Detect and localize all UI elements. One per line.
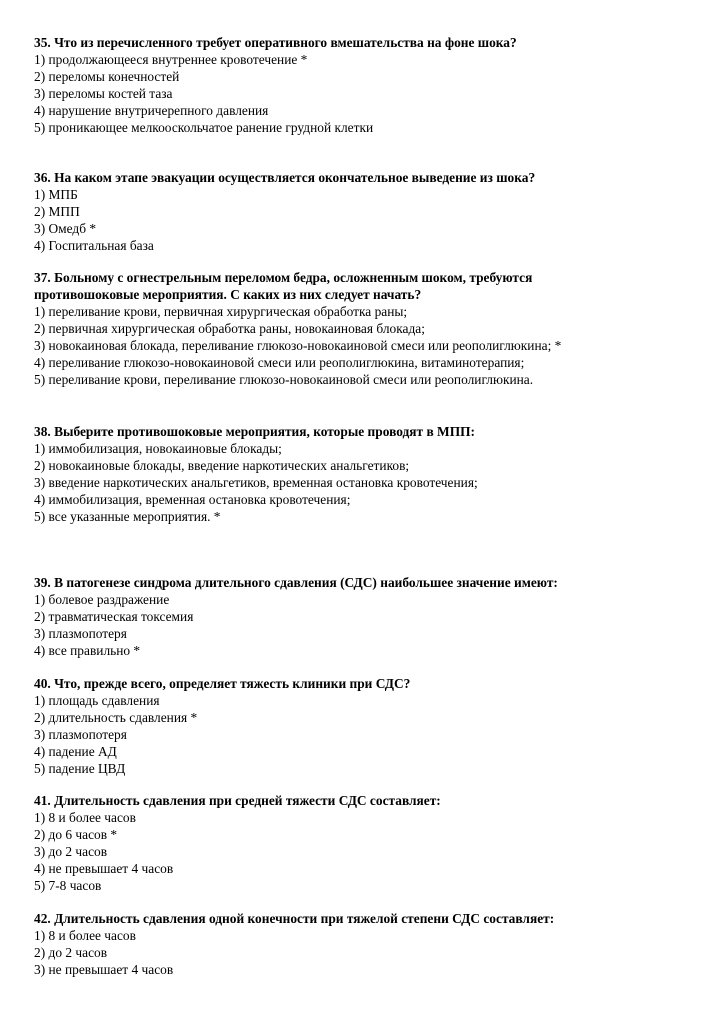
question-37-option-5: 5) переливание крови, переливание глюкозо-новокаиновой смеси или реополиглюкина. — [34, 372, 534, 387]
question-40-option-5: 5) падение ЦВД — [34, 761, 126, 776]
question-40 — [34, 675, 706, 777]
question-39 — [34, 574, 706, 659]
question-35-option-1: 1) продолжающееся внутреннее кровотечение * — [34, 52, 308, 67]
question-40-option-3: 3) плазмопотеря — [34, 727, 127, 742]
question-40-option-4: 4) падение АД — [34, 744, 117, 759]
question-37-option-1: 1) переливание крови, первичная хирургическая обработка раны; — [34, 304, 408, 319]
question-42 — [34, 910, 706, 978]
question-39-option-3: 3) плазмопотеря — [34, 626, 127, 641]
question-36 — [34, 169, 706, 254]
question-42-title: 42. Длительность сдавления одной конечности при тяжелой степени СДС составляет: — [34, 911, 555, 926]
question-41-option-2: 2) до 6 часов * — [34, 827, 118, 842]
question-39-option-2: 2) травматическая токсемия — [34, 609, 194, 624]
question-40-option-2: 2) длительность сдавления * — [34, 710, 198, 725]
question-40-title: 40. Что, прежде всего, определяет тяжесть клиники при СДС? — [34, 676, 411, 691]
question-35 — [34, 34, 706, 136]
question-37-title-line-1: 37. Больному с огнестрельным переломом бедра, осложненным шоком, требуются — [34, 270, 533, 285]
question-35-option-5: 5) проникающее мелкооскольчатое ранение грудной клетки — [34, 120, 374, 135]
question-37-option-4: 4) переливание глюкозо-новокаиновой смеси или реополиглюкина, витаминотерапия; — [34, 355, 525, 370]
question-40-option-1: 1) площадь сдавления — [34, 693, 160, 708]
question-39-option-4: 4) все правильно * — [34, 643, 141, 658]
question-42-option-2: 2) до 2 часов — [34, 945, 108, 960]
question-38-option-2: 2) новокаиновые блокады, введение наркотических анальгетиков; — [34, 458, 410, 473]
question-36-title: 36. На каком этапе эвакуации осуществляется окончательное выведение из шока? — [34, 170, 536, 185]
question-37 — [34, 269, 706, 388]
question-37-option-3: 3) новокаиновая блокада, переливание глюкозо-новокаиновой смеси или реополиглюкина; * — [34, 338, 562, 353]
question-35-option-3: 3) переломы костей таза — [34, 86, 173, 101]
question-38 — [34, 423, 706, 525]
question-42-option-1: 1) 8 и более часов — [34, 928, 136, 943]
question-42-option-3: 3) не превышает 4 часов — [34, 962, 174, 977]
question-35-title: 35. Что из перечисленного требует оперативного вмешательства на фоне шока? — [34, 35, 517, 50]
question-38-option-1: 1) иммобилизация, новокаиновые блокады; — [34, 441, 282, 456]
question-36-option-4: 4) Госпитальная база — [34, 238, 154, 253]
question-38-option-3: 3) введение наркотических анальгетиков, временная остановка кровотечения; — [34, 475, 478, 490]
question-41-option-5: 5) 7-8 часов — [34, 878, 102, 893]
question-41 — [34, 792, 706, 894]
question-39-title: 39. В патогенезе синдрома длительного сдавления (СДС) наибольшее значение имеют: — [34, 575, 558, 590]
question-37-option-2: 2) первичная хирургическая обработка раны, новокаиновая блокада; — [34, 321, 425, 336]
question-38-title: 38. Выберите противошоковые мероприятия, которые проводят в МПП: — [34, 424, 475, 439]
question-41-option-4: 4) не превышает 4 часов — [34, 861, 174, 876]
question-38-option-5: 5) все указанные мероприятия. * — [34, 509, 221, 524]
question-35-option-2: 2) переломы конечностей — [34, 69, 180, 84]
question-37-title-line-2: противошоковые мероприятия. С каких из них следует начать? — [34, 287, 422, 302]
question-35-option-4: 4) нарушение внутричерепного давления — [34, 103, 269, 118]
question-41-option-1: 1) 8 и более часов — [34, 810, 136, 825]
question-36-option-3: 3) Омедб * — [34, 221, 97, 236]
question-41-option-3: 3) до 2 часов — [34, 844, 108, 859]
question-36-option-2: 2) МПП — [34, 204, 80, 219]
question-41-title: 41. Длительность сдавления при средней тяжести СДС составляет: — [34, 793, 441, 808]
question-38-option-4: 4) иммобилизация, временная остановка кровотечения; — [34, 492, 351, 507]
question-36-option-1: 1) МПБ — [34, 187, 78, 202]
question-39-option-1: 1) болевое раздражение — [34, 592, 170, 607]
